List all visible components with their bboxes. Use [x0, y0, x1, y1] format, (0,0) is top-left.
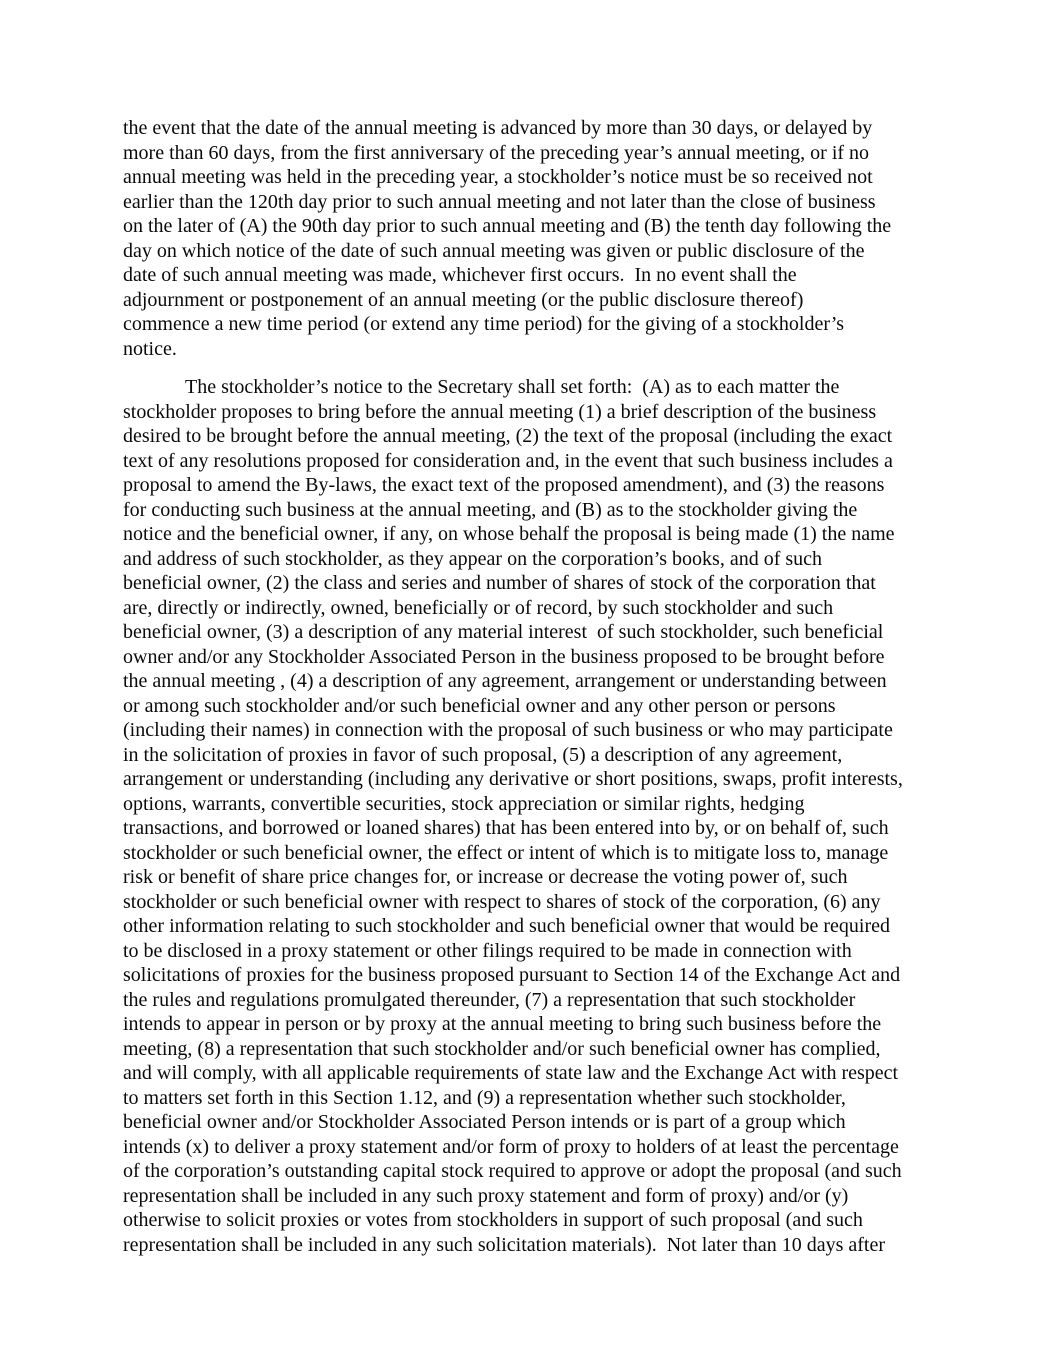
- text-line: the annual meeting , (4) a description of any agreement, arrangement or understanding between: [123, 670, 887, 692]
- text-line: representation shall be included in any such proxy statement and form of proxy) and/or (y): [123, 1184, 849, 1207]
- text-line: date of such annual meeting was made, whichever first occurs. In no event shall the: [123, 264, 797, 286]
- text-line: are, directly or indirectly, owned, beneficially or of record, by such stockholder and such: [123, 596, 834, 619]
- text-line: transactions, and borrowed or loaned shares) that has been entered into by, or on behalf of, such: [123, 817, 889, 839]
- text-line: solicitations of proxies for the business proposed pursuant to Section 14 of the Exchange Act and: [123, 964, 901, 986]
- text-line: adjournment or postponement of an annual meeting (or the public disclosure thereof): [123, 288, 804, 311]
- text-line: to matters set forth in this Section 1.12, and (9) a representation whether such stockholder,: [123, 1086, 846, 1109]
- text-line: (including their names) in connection with the proposal of such business or who may participate: [123, 719, 893, 741]
- paragraph-continuation: [123, 116, 955, 361]
- text-line: more than 60 days, from the first anniversary of the preceding year’s annual meeting, or if no: [123, 141, 870, 164]
- text-line: options, warrants, convertible securities, stock appreciation or similar rights, hedging: [123, 792, 805, 815]
- text-line: text of any resolutions proposed for consideration and, in the event that such business includes a: [123, 449, 893, 472]
- text-line: notice.: [123, 337, 177, 360]
- text-line: in the solicitation of proxies in favor of such proposal, (5) a description of any agreement,: [123, 743, 843, 766]
- text-line: representation shall be included in any such solicitation materials). Not later than 10 days after: [123, 1233, 885, 1256]
- text-line: notice and the beneficial owner, if any, on whose behalf the proposal is being made (1) the name: [123, 523, 895, 545]
- text-line: intends (x) to deliver a proxy statement and/or form of proxy to holders of at least the percentage: [123, 1135, 899, 1158]
- text-line: stockholder proposes to bring before the annual meeting (1) a brief description of the business: [123, 400, 877, 423]
- text-line: desired to be brought before the annual meeting, (2) the text of the proposal (including the exact: [123, 425, 893, 447]
- text-line: day on which notice of the date of such annual meeting was given or public disclosure of the: [123, 239, 865, 262]
- document-text-block: [123, 116, 955, 1257]
- text-line: stockholder or such beneficial owner, the effect or intent of which is to mitigate loss to, manage: [123, 841, 889, 864]
- text-line: on the later of (A) the 90th day prior to such annual meeting and (B) the tenth day following the: [123, 215, 892, 237]
- text-line: annual meeting was held in the preceding year, a stockholder’s notice must be so received not: [123, 166, 873, 188]
- text-line: or among such stockholder and/or such beneficial owner and any other person or persons: [123, 694, 836, 717]
- text-line: to be disclosed in a proxy statement or other filings required to be made in connection with: [123, 939, 852, 962]
- text-line: of the corporation’s outstanding capital stock required to approve or adopt the proposal (and such: [123, 1160, 902, 1182]
- text-line: the rules and regulations promulgated thereunder, (7) a representation that such stockholder: [123, 988, 856, 1011]
- text-line: otherwise to solicit proxies or votes from stockholders in support of such proposal (and such: [123, 1209, 863, 1231]
- text-line: the event that the date of the annual meeting is advanced by more than 30 days, or delayed by: [123, 117, 873, 139]
- text-line: owner and/or any Stockholder Associated Person in the business proposed to be brought before: [123, 645, 885, 668]
- paragraph-stockholder-notice: [123, 375, 955, 1257]
- text-line: and will comply, with all applicable requirements of state law and the Exchange Act with respect: [123, 1062, 899, 1084]
- text-line: The stockholder’s notice to the Secretary shall set forth: (A) as to each matter the: [185, 376, 840, 398]
- text-line: stockholder or such beneficial owner with respect to shares of stock of the corporation, (6) any: [123, 890, 881, 913]
- text-line: for conducting such business at the annual meeting, and (B) as to the stockholder giving the: [123, 498, 858, 521]
- text-line: other information relating to such stockholder and such beneficial owner that would be required: [123, 915, 890, 937]
- text-line: risk or benefit of share price changes for, or increase or decrease the voting power of, such: [123, 866, 848, 888]
- text-line: arrangement or understanding (including any derivative or short positions, swaps, profit interests,: [123, 768, 903, 790]
- text-line: and address of such stockholder, as they appear on the corporation’s books, and of such: [123, 547, 823, 570]
- text-line: proposal to amend the By-laws, the exact text of the proposed amendment), and (3) the reasons: [123, 474, 885, 496]
- text-line: meeting, (8) a representation that such stockholder and/or such beneficial owner has complied,: [123, 1037, 881, 1060]
- text-line: intends to appear in person or by proxy at the annual meeting to bring such business before the: [123, 1013, 882, 1035]
- text-line: commence a new time period (or extend any time period) for the giving of a stockholder’s: [123, 313, 845, 335]
- text-line: earlier than the 120th day prior to such annual meeting and not later than the close of business: [123, 190, 876, 213]
- text-line: beneficial owner, (3) a description of any material interest of such stockholder, such beneficial: [123, 621, 884, 643]
- text-line: beneficial owner, (2) the class and series and number of shares of stock of the corporation that: [123, 572, 876, 594]
- text-line: beneficial owner and/or Stockholder Associated Person intends or is part of a group which: [123, 1111, 846, 1133]
